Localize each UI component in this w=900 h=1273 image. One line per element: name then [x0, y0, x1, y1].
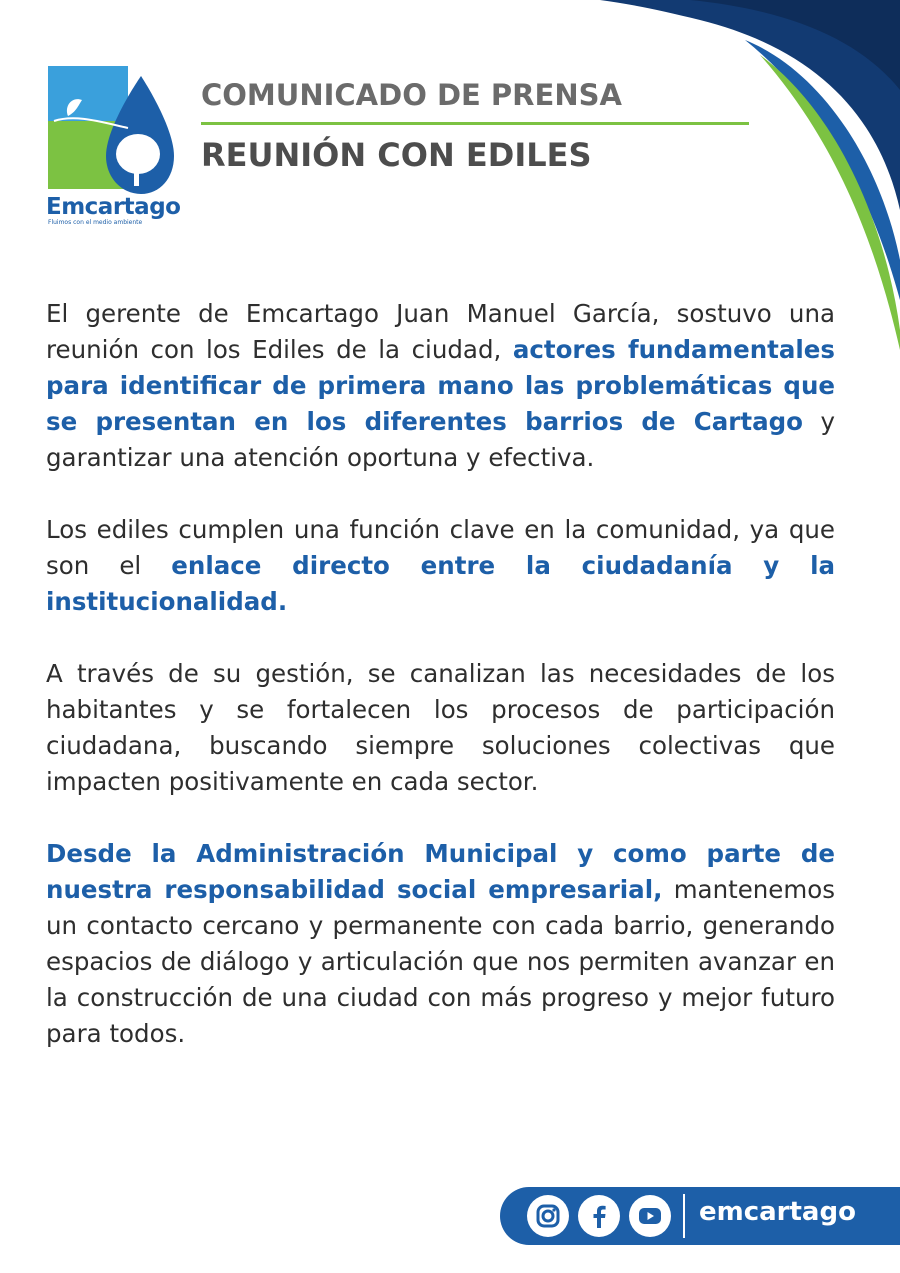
- paragraph-1-text-a: El gerente de Emcartago Juan Manuel García, sostuvo una reunión con los Ediles de la ciudad,: [46, 299, 835, 364]
- instagram-icon[interactable]: [527, 1195, 569, 1237]
- logo-wordmark: Emcartago: [46, 194, 181, 220]
- social-bar: [500, 1187, 900, 1245]
- logo-tagline: Fluimos con el medio ambiente: [48, 219, 143, 226]
- paragraph-1: [46, 296, 835, 476]
- youtube-icon[interactable]: [629, 1195, 671, 1237]
- paragraph-3-text: A través de su gestión, se canalizan las necesidades de los habitantes y se fortalecen los procesos de participación ciudadana, buscando siempre soluciones colectivas que impacten positivamente en cada sector.: [46, 659, 835, 796]
- social-divider: [683, 1194, 685, 1238]
- paragraph-2: [46, 512, 835, 620]
- paragraph-2-highlight: enlace directo entre la ciudadanía y la institucionalidad.: [46, 551, 835, 616]
- header-divider: [201, 122, 749, 125]
- press-release-kicker: COMUNICADO DE PRENSA: [201, 78, 622, 112]
- paragraph-2-text-a: Los ediles cumplen una función clave en la comunidad, ya que son el: [46, 515, 835, 580]
- social-handle[interactable]: emcartago: [699, 1197, 856, 1227]
- paragraph-4: [46, 836, 835, 1052]
- article-body: [46, 296, 835, 1088]
- page-title: REUNIÓN CON EDILES: [201, 136, 592, 174]
- paragraph-4-highlight: Desde la Administración Municipal y como parte de nuestra responsabilidad social empresarial,: [46, 839, 835, 904]
- paragraph-1-text-c: y garantizar una atención oportuna y efectiva.: [46, 407, 835, 472]
- facebook-icon[interactable]: [578, 1195, 620, 1237]
- paragraph-1-highlight: actores fundamentales para identificar de primera mano las problemáticas que se presentan en los diferentes barrios de Cartago: [46, 335, 835, 436]
- paragraph-3: [46, 656, 835, 800]
- paragraph-4-text-b: mantenemos un contacto cercano y permanente con cada barrio, generando espacios de diálogo y articulación que nos permiten avanzar en la construcción de una ciudad con más progreso y mejor futuro para todos.: [46, 875, 835, 1048]
